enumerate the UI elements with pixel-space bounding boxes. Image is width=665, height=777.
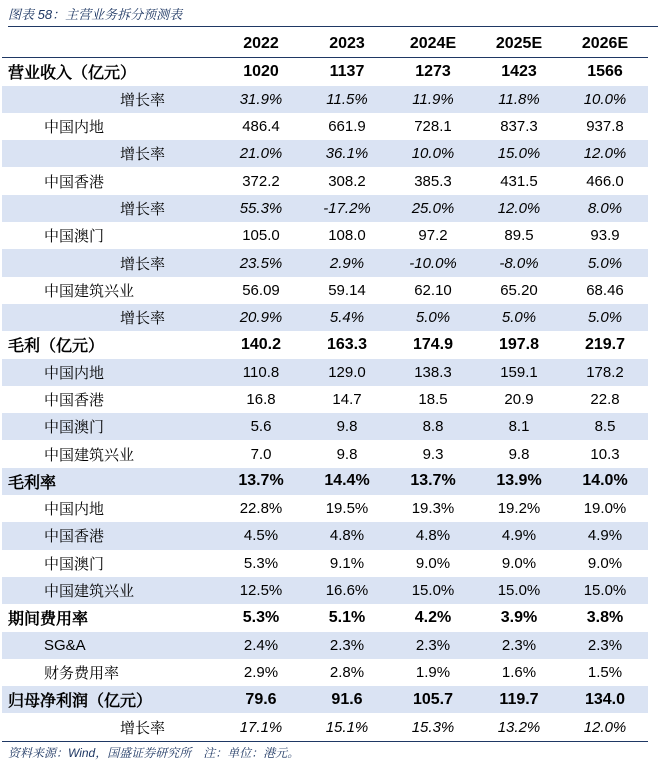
cell-value: 31.9% (218, 86, 304, 113)
cell-value: 10.0% (390, 140, 476, 167)
cell-value: -17.2% (304, 195, 390, 222)
cell-value: 2.9% (304, 249, 390, 276)
row-label: 中国建筑兴业 (44, 282, 135, 300)
table-row (2, 632, 648, 659)
cell-value: 19.3% (411, 500, 455, 518)
table-row (2, 440, 648, 467)
cell-value: 89.5 (504, 227, 534, 245)
cell-value: 9.0% (587, 554, 623, 572)
cell-value: 15.1% (304, 713, 390, 741)
cell-value: 174.9 (412, 335, 454, 353)
row-label: 归母净利润（亿元） (2, 686, 218, 713)
cell-value: 19.5% (325, 500, 369, 518)
forecast-table (2, 30, 648, 742)
cell-value: 5.3% (243, 554, 279, 572)
cell-value: 11.8% (476, 86, 562, 113)
cell-value: 1.5% (587, 663, 623, 681)
cell-value: 5.0% (562, 249, 648, 276)
cell-value: 5.3% (242, 608, 280, 626)
table-row (2, 331, 648, 358)
cell-value: 105.0 (242, 227, 280, 245)
row-label: 中国建筑兴业 (44, 446, 135, 464)
cell-value: 2.9% (243, 663, 279, 681)
cell-value: 108.0 (328, 227, 366, 245)
cell-value: 12.0% (476, 195, 562, 222)
table-row (2, 249, 648, 276)
row-label: 增长率 (2, 713, 218, 741)
table-caption: 图表 58：主营业务拆分预测表 (8, 4, 658, 27)
cell-value: 97.2 (418, 227, 448, 245)
cell-value: 1.6% (501, 663, 537, 681)
row-label: 营业收入（亿元） (8, 65, 137, 83)
cell-value: 55.3% (218, 195, 304, 222)
table-header-row (2, 30, 648, 58)
table-row (2, 577, 648, 604)
cell-value: 13.9% (476, 468, 562, 495)
row-label: 中国香港 (44, 173, 105, 191)
cell-value: 18.5 (418, 391, 448, 408)
row-label: 中国澳门 (2, 413, 218, 440)
row-label: SG&A (2, 632, 218, 659)
table-row (2, 468, 648, 495)
table-row (2, 167, 648, 194)
cell-value: 2.3% (562, 632, 648, 659)
table-row (2, 86, 648, 113)
table-row (2, 113, 648, 140)
cell-value: 14.0% (562, 468, 648, 495)
cell-value: 466.0 (586, 172, 624, 190)
cell-value: 25.0% (390, 195, 476, 222)
cell-value: 2.8% (329, 663, 365, 681)
cell-value: 138.3 (390, 359, 476, 386)
cell-value: 2.3% (390, 632, 476, 659)
cell-value: 134.0 (562, 686, 648, 713)
header-label-col (2, 30, 218, 58)
cell-value: 2.3% (476, 632, 562, 659)
cell-value: 163.3 (326, 335, 368, 353)
cell-value: 79.6 (218, 686, 304, 713)
cell-value: 661.9 (328, 118, 366, 136)
cell-value: 129.0 (304, 359, 390, 386)
cell-value: 20.9% (218, 304, 304, 331)
table-row (2, 222, 648, 249)
cell-value: 62.10 (414, 281, 452, 299)
row-label: 中国澳门 (44, 228, 105, 246)
cell-value: 2.3% (304, 632, 390, 659)
header-year: 2025E (476, 30, 562, 58)
row-label: 中国香港 (2, 522, 218, 549)
table-row (2, 659, 648, 686)
row-label: 中国澳门 (44, 555, 105, 573)
row-label: 增长率 (2, 86, 218, 113)
row-label: 毛利（亿元） (8, 338, 105, 356)
cell-value: 93.9 (590, 227, 620, 245)
header-year: 2023 (304, 30, 390, 58)
cell-value: 13.2% (476, 713, 562, 741)
cell-value: 8.8 (390, 413, 476, 440)
cell-value: 10.0% (562, 86, 648, 113)
cell-value: 12.5% (218, 577, 304, 604)
source-note: 资料来源：Wind，国盛证券研究所 注：单位：港元。 (8, 746, 300, 760)
cell-value: 11.9% (390, 86, 476, 113)
cell-value: 5.0% (562, 304, 648, 331)
table-row (2, 495, 648, 522)
cell-value: 9.0% (501, 554, 537, 572)
row-label: 增长率 (2, 304, 218, 331)
cell-value: 5.6 (218, 413, 304, 440)
cell-value: 36.1% (304, 140, 390, 167)
cell-value: 11.5% (304, 86, 390, 113)
cell-value: 9.8 (304, 413, 390, 440)
table-row (2, 304, 648, 331)
cell-value: 12.0% (562, 713, 648, 741)
table-row (2, 713, 648, 741)
header-year: 2026E (562, 30, 648, 58)
cell-value: 59.14 (328, 281, 366, 299)
cell-value: 8.0% (562, 195, 648, 222)
cell-value: 1020 (243, 62, 279, 80)
cell-value: 17.1% (218, 713, 304, 741)
cell-value: 937.8 (586, 118, 624, 136)
cell-value: 14.7 (332, 391, 362, 408)
cell-value: 1423 (501, 62, 537, 80)
cell-value: 119.7 (476, 686, 562, 713)
cell-value: 56.09 (242, 281, 280, 299)
cell-value: 15.0% (476, 577, 562, 604)
row-label: 中国建筑兴业 (2, 577, 218, 604)
cell-value: 5.0% (476, 304, 562, 331)
cell-value: 15.3% (390, 713, 476, 741)
cell-value: 15.0% (390, 577, 476, 604)
cell-value: 12.0% (562, 140, 648, 167)
cell-value: 4.5% (218, 522, 304, 549)
cell-value: 5.4% (304, 304, 390, 331)
cell-value: 9.1% (329, 554, 365, 572)
row-label: 中国内地 (2, 359, 218, 386)
row-label: 中国香港 (44, 392, 105, 409)
cell-value: 16.6% (304, 577, 390, 604)
cell-value: 22.8% (239, 500, 283, 518)
cell-value: 4.8% (304, 522, 390, 549)
cell-value: 385.3 (414, 172, 452, 190)
cell-value: 20.9 (504, 391, 534, 408)
cell-value: 140.2 (240, 335, 282, 353)
cell-value: 15.0% (476, 140, 562, 167)
table-row (2, 413, 648, 440)
table-row (2, 277, 648, 304)
table-row (2, 140, 648, 167)
cell-value: 21.0% (218, 140, 304, 167)
cell-value: 9.8 (336, 445, 358, 463)
cell-value: 10.3 (590, 445, 620, 463)
table-row (2, 550, 648, 577)
cell-value: 1.9% (415, 663, 451, 681)
table-row (2, 386, 648, 413)
cell-value: 159.1 (476, 359, 562, 386)
cell-value: 13.7% (218, 468, 304, 495)
cell-value: 91.6 (304, 686, 390, 713)
row-label: 增长率 (2, 140, 218, 167)
cell-value: 8.5 (562, 413, 648, 440)
table-body (2, 58, 648, 741)
cell-value: 1273 (415, 62, 451, 80)
cell-value: 5.0% (390, 304, 476, 331)
header-year: 2022 (218, 30, 304, 58)
row-label: 期间费用率 (8, 611, 89, 629)
header-year: 2024E (390, 30, 476, 58)
cell-value: 9.8 (508, 445, 530, 463)
table-row (2, 195, 648, 222)
table-row (2, 604, 648, 631)
cell-value: 4.8% (390, 522, 476, 549)
cell-value: 486.4 (242, 118, 280, 136)
cell-value: 178.2 (562, 359, 648, 386)
cell-value: 197.8 (498, 335, 540, 353)
cell-value: 837.3 (500, 118, 538, 136)
cell-value: 5.1% (328, 608, 366, 626)
cell-value: 23.5% (218, 249, 304, 276)
table-row (2, 359, 648, 386)
cell-value: 68.46 (586, 281, 624, 299)
cell-value: 7.0 (250, 445, 272, 463)
cell-value: 4.2% (414, 608, 452, 626)
cell-value: 3.8% (586, 608, 624, 626)
cell-value: -8.0% (476, 249, 562, 276)
row-label: 财务费用率 (44, 664, 120, 682)
cell-value: 308.2 (328, 172, 366, 190)
cell-value: -10.0% (390, 249, 476, 276)
cell-value: 105.7 (390, 686, 476, 713)
cell-value: 110.8 (218, 359, 304, 386)
cell-value: 4.9% (476, 522, 562, 549)
cell-value: 1566 (587, 62, 623, 80)
cell-value: 431.5 (500, 172, 538, 190)
cell-value: 9.0% (415, 554, 451, 572)
table-row (2, 686, 648, 713)
row-label: 中国内地 (44, 119, 105, 137)
cell-value: 219.7 (584, 335, 626, 353)
cell-value: 65.20 (500, 281, 538, 299)
cell-value: 14.4% (304, 468, 390, 495)
table-row (2, 58, 648, 86)
cell-value: 372.2 (242, 172, 280, 190)
cell-value: 4.9% (562, 522, 648, 549)
cell-value: 19.0% (583, 500, 627, 518)
cell-value: 15.0% (562, 577, 648, 604)
row-label: 中国内地 (44, 501, 105, 519)
row-label: 增长率 (2, 249, 218, 276)
cell-value: 2.4% (218, 632, 304, 659)
cell-value: 1137 (329, 62, 365, 80)
cell-value: 9.3 (422, 445, 444, 463)
cell-value: 22.8 (590, 391, 620, 408)
row-label: 毛利率 (2, 468, 218, 495)
cell-value: 19.2% (497, 500, 541, 518)
cell-value: 728.1 (414, 118, 452, 136)
cell-value: 8.1 (476, 413, 562, 440)
table-row (2, 522, 648, 549)
cell-value: 16.8 (246, 391, 276, 408)
cell-value: 3.9% (500, 608, 538, 626)
cell-value: 13.7% (390, 468, 476, 495)
row-label: 增长率 (2, 195, 218, 222)
